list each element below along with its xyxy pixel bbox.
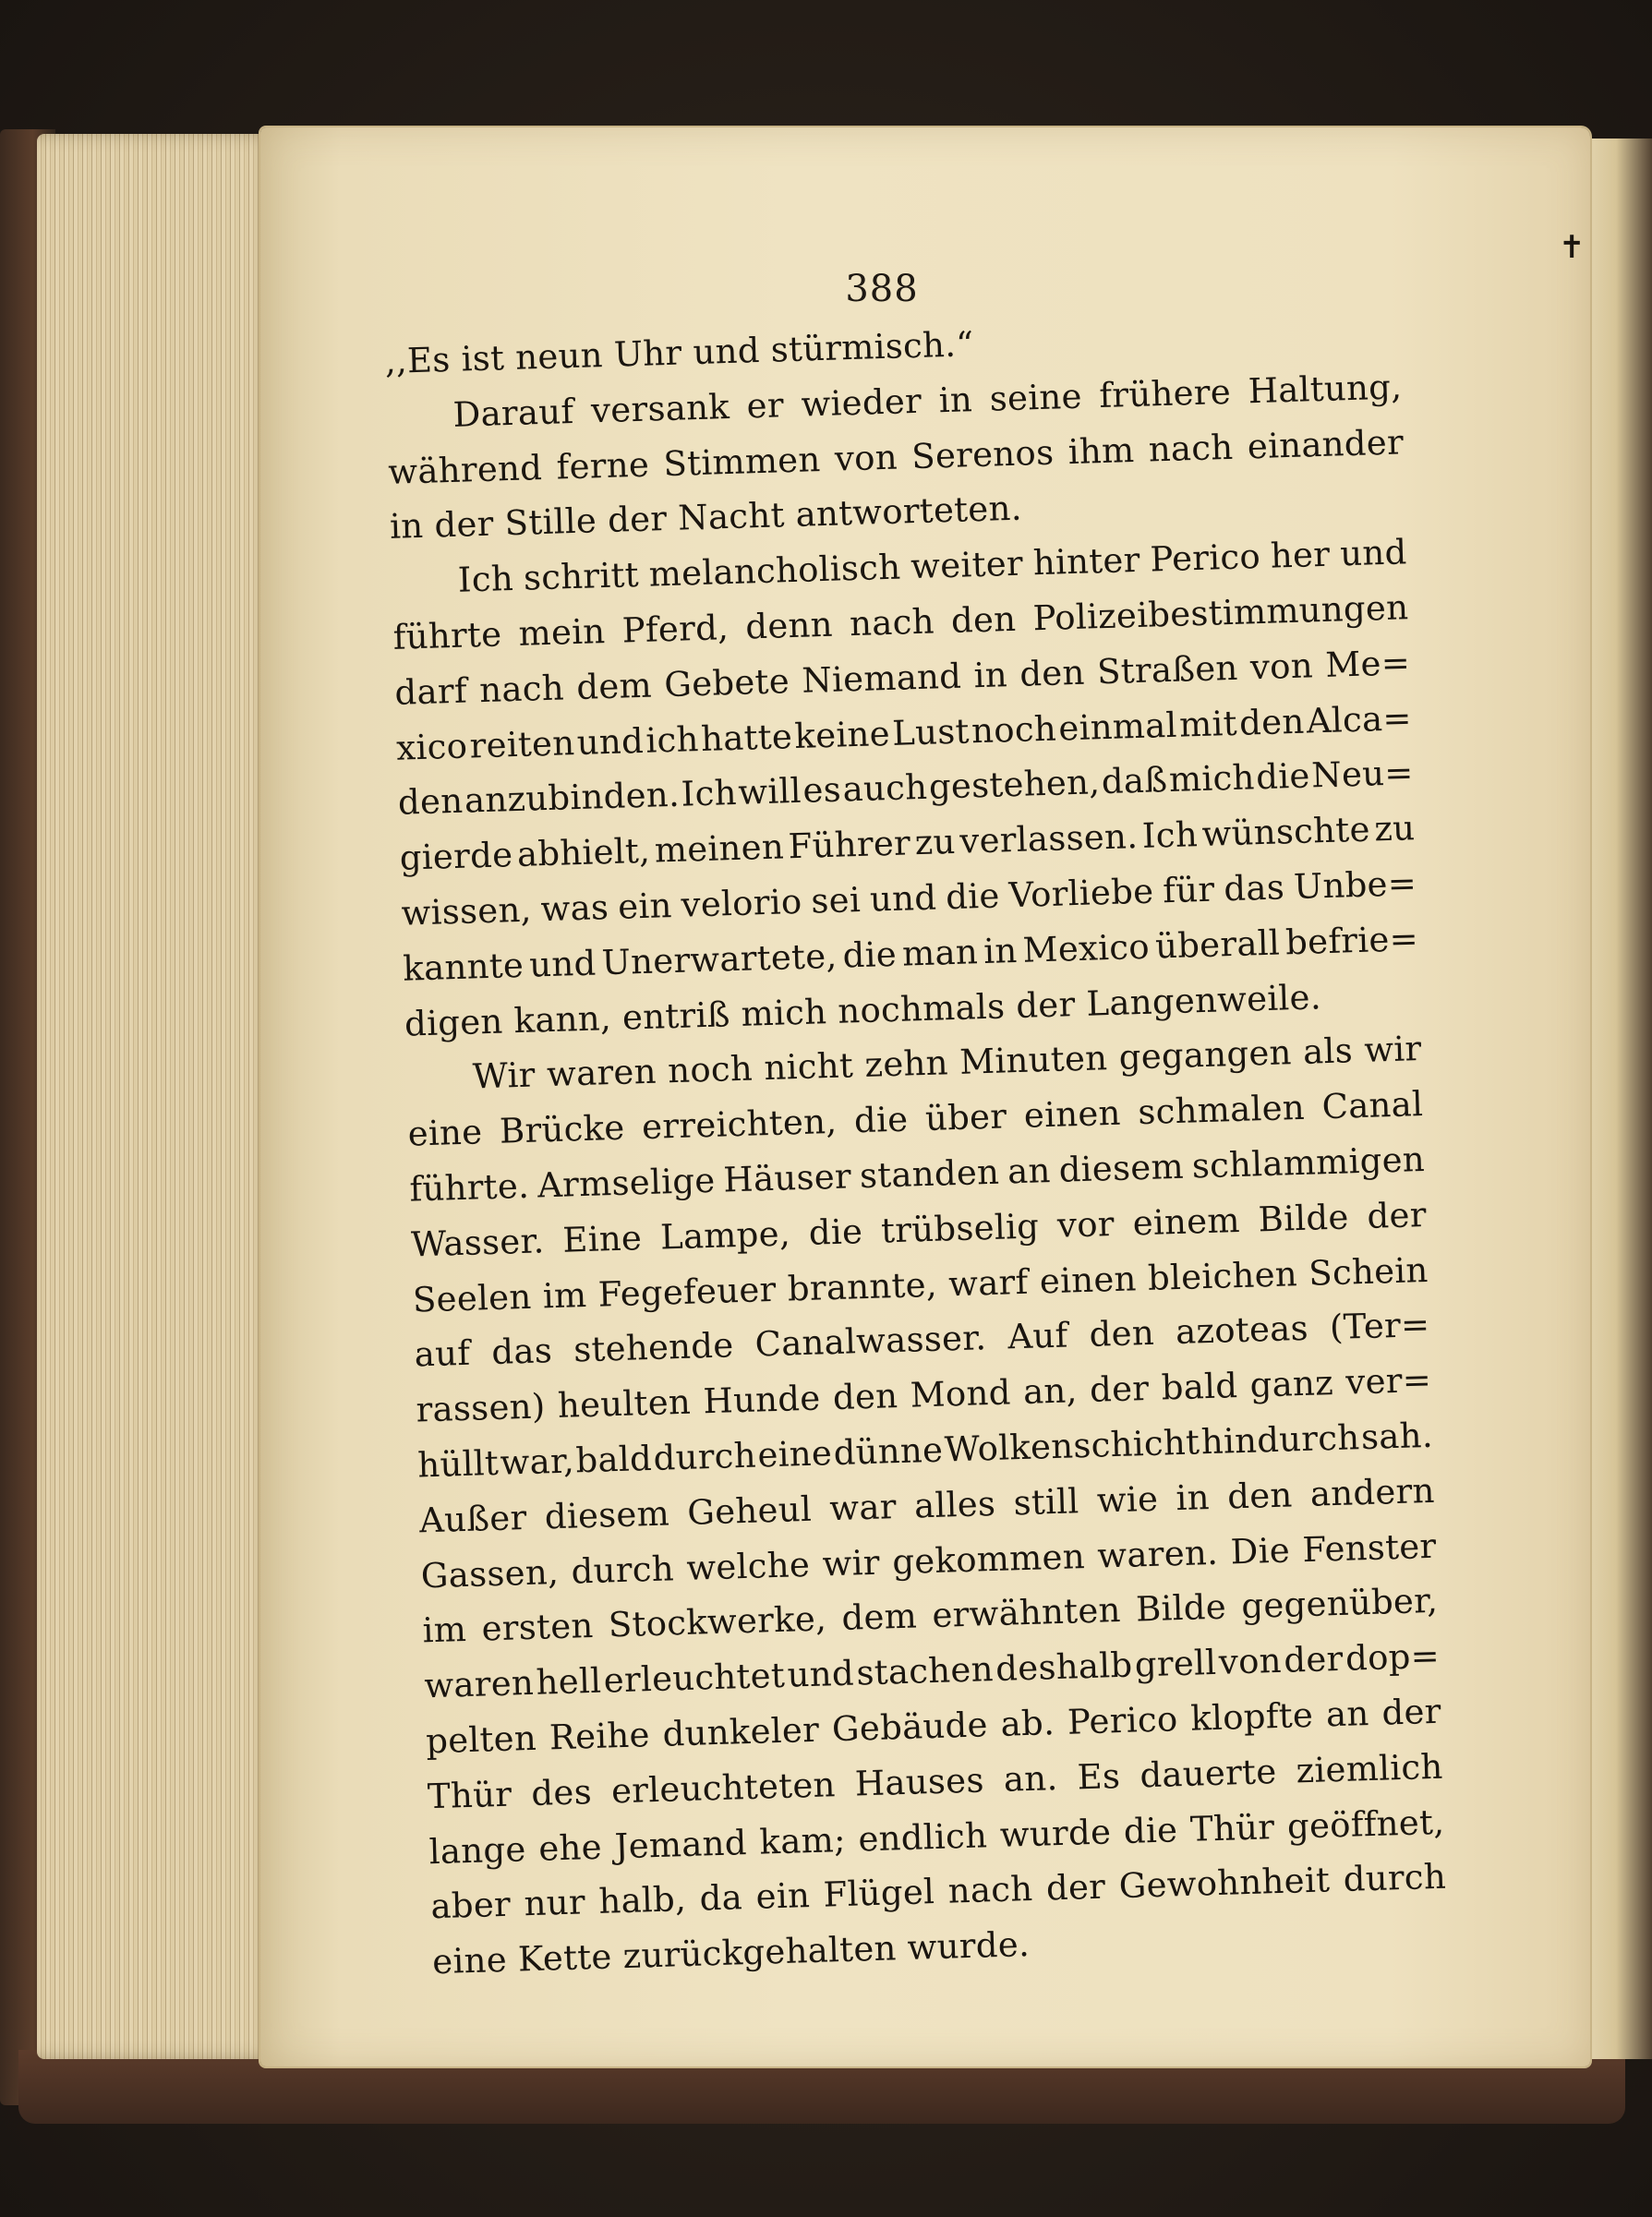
- text-word: Führer: [788, 823, 911, 867]
- text-word: aber: [429, 1885, 512, 1927]
- text-word: bald: [574, 1438, 653, 1481]
- text-word: von: [1249, 645, 1314, 688]
- text-word: Stockwerke,: [608, 1598, 827, 1645]
- text-word: Reihe: [549, 1715, 651, 1758]
- text-word: her: [1270, 534, 1331, 576]
- text-word: dunkeler: [662, 1709, 820, 1754]
- text-word: die: [853, 1099, 909, 1141]
- text-word: Mexico: [1022, 926, 1151, 970]
- text-word: wissen,: [400, 889, 533, 934]
- text-word: velorio: [681, 881, 803, 925]
- text-word: waren.: [1096, 1532, 1219, 1576]
- text-word: Canal: [1320, 1084, 1424, 1127]
- text-word: Perico: [1149, 536, 1261, 580]
- text-word: welche: [685, 1544, 811, 1588]
- text-word: erreichten,: [641, 1101, 838, 1148]
- text-word: in: [983, 930, 1019, 971]
- text-word: ich: [645, 718, 700, 761]
- text-word: ihm: [1067, 429, 1135, 472]
- text-word: Thür: [427, 1774, 512, 1817]
- text-word: brannte,: [787, 1264, 938, 1309]
- text-word: stehende: [573, 1325, 735, 1370]
- text-word: den: [832, 1376, 898, 1418]
- text-word: nach: [478, 668, 565, 710]
- text-word: einen: [1023, 1092, 1122, 1136]
- text-word: wurde: [999, 1811, 1112, 1855]
- text-word: Die: [1230, 1530, 1291, 1572]
- text-word: hüllt: [416, 1442, 500, 1486]
- page-text-block: [384, 304, 1449, 1990]
- text-word: die: [842, 934, 898, 976]
- text-word: waren: [423, 1662, 535, 1706]
- text-word: bleichen: [1147, 1253, 1298, 1298]
- text-word: Perico: [1067, 1699, 1179, 1742]
- text-word: den: [1019, 652, 1086, 694]
- text-word: war: [828, 1486, 898, 1528]
- text-word: Fenster: [1301, 1525, 1438, 1570]
- text-word: denn: [744, 604, 834, 647]
- text-word: Niemand: [801, 656, 962, 701]
- text-word: befrie=: [1284, 918, 1419, 963]
- text-word: frühere: [1098, 371, 1232, 416]
- text-word: darf: [393, 670, 468, 713]
- text-word: Seelen: [412, 1276, 533, 1320]
- text-word: eine: [756, 1433, 833, 1476]
- page-number: 388: [845, 268, 919, 310]
- text-word: es: [802, 769, 842, 812]
- text-word: noch: [971, 708, 1057, 751]
- text-word: Hauses: [854, 1760, 985, 1804]
- text-word: Bilde: [1135, 1586, 1227, 1630]
- text-word: die: [1123, 1809, 1178, 1851]
- text-word: dem: [575, 665, 653, 707]
- text-word: Lampe,: [659, 1213, 791, 1258]
- text-word: die: [945, 875, 1001, 918]
- page-edges-stack: [37, 134, 277, 2059]
- text-word: trübselig: [880, 1206, 1040, 1251]
- text-word: den: [950, 598, 1017, 641]
- text-word: ganz: [1249, 1363, 1334, 1405]
- text-word: die: [808, 1211, 863, 1253]
- text-word: man: [901, 931, 979, 974]
- text-word: lange: [428, 1828, 527, 1872]
- text-word: wieder: [800, 380, 922, 425]
- text-word: Auf: [1007, 1315, 1069, 1357]
- text-word: dünne: [833, 1429, 944, 1474]
- text-word: erleuchteten: [610, 1764, 837, 1812]
- text-word: Stimmen: [662, 439, 822, 484]
- text-word: und: [869, 877, 937, 920]
- text-word: an.: [1003, 1757, 1059, 1800]
- text-word: Bilde: [1258, 1197, 1350, 1240]
- text-word: Wir: [472, 1054, 537, 1097]
- text-word: xico: [395, 726, 468, 768]
- text-word: hatte: [700, 716, 793, 759]
- text-word: durch: [570, 1548, 675, 1592]
- text-word: Straßen: [1096, 647, 1239, 693]
- text-word: auch: [842, 767, 928, 810]
- text-word: erleuchtet: [603, 1655, 786, 1701]
- text-word: Gassen,: [420, 1551, 560, 1596]
- text-word: von: [1218, 1640, 1283, 1682]
- text-word: ziemlich: [1295, 1746, 1444, 1791]
- text-word: an: [1007, 1150, 1052, 1192]
- text-word: einem: [1132, 1199, 1241, 1244]
- text-word: weiter: [910, 543, 1024, 587]
- text-word: rassen): [415, 1386, 547, 1430]
- text-word: will: [737, 771, 802, 813]
- text-word: standen: [859, 1151, 1000, 1197]
- text-word: nach: [1148, 427, 1235, 470]
- text-word: für: [1162, 869, 1216, 911]
- text-line: digen kann, entriß mich nochmals der Langenweile.: [404, 976, 1322, 1044]
- text-word: vor: [1056, 1203, 1115, 1246]
- text-word: nach: [849, 601, 935, 645]
- text-word: der: [1366, 1194, 1428, 1236]
- text-word: seine: [989, 376, 1083, 419]
- text-word: still: [1012, 1480, 1080, 1524]
- text-word: andern: [1309, 1470, 1436, 1514]
- text-word: bald: [1161, 1366, 1238, 1408]
- text-word: dem: [840, 1596, 918, 1639]
- text-word: über: [924, 1096, 1007, 1139]
- text-word: das: [1223, 867, 1285, 910]
- text-word: hindurch: [1200, 1417, 1361, 1463]
- text-word: halb,: [597, 1879, 687, 1922]
- text-word: stachen: [855, 1649, 995, 1693]
- text-word: Geheul: [686, 1488, 813, 1533]
- text-word: Schein: [1308, 1249, 1429, 1294]
- text-word: dauerte: [1139, 1751, 1278, 1796]
- text-word: Unerwartete,: [601, 935, 838, 983]
- text-word: während: [387, 447, 543, 492]
- text-word: ver=: [1345, 1360, 1432, 1403]
- text-word: kannte: [402, 945, 525, 989]
- text-word: alles: [913, 1483, 996, 1526]
- text-word: ab.: [1000, 1703, 1055, 1744]
- text-word: der: [1089, 1368, 1150, 1410]
- text-word: in: [972, 654, 1008, 695]
- text-word: azoteas: [1175, 1308, 1309, 1353]
- binding-mark-icon: ✝: [1559, 229, 1586, 266]
- text-word: gegenüber,: [1240, 1581, 1439, 1627]
- text-word: dop=: [1345, 1635, 1441, 1679]
- text-word: versank: [590, 386, 730, 431]
- text-word: Thür: [1189, 1806, 1275, 1850]
- text-word: Neu=: [1310, 753, 1415, 796]
- text-word: schritt: [523, 555, 640, 598]
- text-word: wünschte: [1201, 809, 1371, 855]
- text-word: ehe: [537, 1826, 603, 1869]
- text-word: nicht: [763, 1045, 854, 1089]
- text-line: eine Kette zurückgehalten wurde.: [431, 1924, 1031, 1982]
- text-word: zu: [1373, 808, 1416, 849]
- text-word: kam;: [758, 1819, 847, 1862]
- text-word: in: [1175, 1476, 1211, 1518]
- text-word: Serenos: [910, 432, 1055, 476]
- text-word: waren: [546, 1051, 657, 1095]
- text-word: wie: [1096, 1478, 1159, 1521]
- text-word: Wolkenschicht: [944, 1422, 1200, 1470]
- text-word: das: [490, 1331, 553, 1373]
- text-word: hinter: [1032, 540, 1141, 584]
- text-line: in der Stille der Nacht antworteten.: [389, 488, 1023, 548]
- text-word: Gebäude: [831, 1705, 989, 1750]
- text-word: im: [542, 1274, 588, 1316]
- text-word: und: [1339, 532, 1408, 574]
- text-word: Brücke: [499, 1107, 626, 1151]
- text-word: überall: [1154, 922, 1281, 967]
- text-word: pelten: [425, 1717, 537, 1762]
- text-word: gegangen: [1118, 1032, 1293, 1078]
- text-word: zu: [914, 822, 957, 863]
- text-word: da: [699, 1877, 743, 1919]
- text-word: an: [1325, 1693, 1370, 1735]
- text-word: verlassen.: [959, 816, 1139, 861]
- text-word: Polizeibestimmungen: [1031, 587, 1409, 639]
- text-word: durch: [652, 1435, 757, 1478]
- text-word: wir: [1363, 1029, 1423, 1071]
- text-word: den: [1238, 701, 1306, 743]
- text-word: Lust: [891, 710, 971, 753]
- text-word: den: [397, 781, 464, 824]
- text-word: Me=: [1324, 642, 1411, 685]
- text-word: mit: [1178, 703, 1238, 745]
- text-word: er: [746, 384, 785, 427]
- text-word: von: [834, 437, 898, 479]
- text-word: gestehen,: [928, 762, 1101, 808]
- text-word: abhielt,: [516, 830, 651, 875]
- text-word: mein: [517, 611, 607, 654]
- text-word: führte: [392, 614, 502, 657]
- text-word: Pferd,: [621, 608, 730, 651]
- text-word: Armselige: [537, 1160, 717, 1206]
- text-word: Mond: [910, 1372, 1012, 1416]
- text-word: Minuten: [959, 1038, 1108, 1083]
- text-word: Darauf: [452, 391, 574, 435]
- text-word: nur: [524, 1882, 586, 1924]
- text-word: Gebete: [663, 660, 790, 705]
- text-word: warf: [947, 1261, 1030, 1304]
- text-word: und: [576, 720, 645, 763]
- text-word: auf: [414, 1333, 471, 1375]
- text-word: Vorliebe: [1007, 871, 1154, 916]
- text-word: ein: [755, 1875, 811, 1918]
- text-word: Ich: [681, 773, 738, 815]
- text-word: daß: [1101, 760, 1168, 802]
- text-word: anzubinden.: [464, 775, 681, 822]
- text-word: (Ter=: [1329, 1305, 1430, 1348]
- text-word: die: [1255, 755, 1311, 798]
- text-word: gierde: [399, 835, 513, 878]
- text-word: der: [1045, 1866, 1106, 1909]
- text-word: hell: [536, 1660, 602, 1703]
- text-word: Alca=: [1306, 697, 1413, 741]
- text-word: Unbe=: [1293, 863, 1417, 908]
- text-word: keine: [793, 713, 891, 756]
- text-line: ,,Es ist neun Uhr und stürmisch.“: [384, 324, 975, 381]
- text-word: Es: [1076, 1755, 1121, 1798]
- text-word: Flügel: [823, 1872, 935, 1915]
- text-word: Fegefeuer: [597, 1269, 778, 1315]
- text-word: im: [422, 1609, 467, 1651]
- text-word: Ich: [1141, 814, 1199, 857]
- text-word: den: [1226, 1475, 1294, 1517]
- text-word: grell: [1134, 1643, 1217, 1685]
- text-word: einen: [1039, 1258, 1138, 1301]
- text-word: melancholisch: [648, 547, 901, 595]
- text-word: gekommen: [891, 1536, 1086, 1582]
- text-word: ersten: [480, 1606, 595, 1649]
- text-word: heulten: [557, 1381, 692, 1427]
- text-word: war,: [500, 1440, 575, 1483]
- text-word: der: [1283, 1638, 1345, 1681]
- text-word: schlammigen: [1191, 1139, 1426, 1187]
- text-word: Hunde: [702, 1378, 822, 1422]
- text-word: des: [530, 1771, 593, 1813]
- text-word: sei: [810, 879, 862, 922]
- text-word: als: [1302, 1030, 1354, 1073]
- text-word: deshalb: [995, 1645, 1133, 1690]
- text-word: nach: [947, 1869, 1034, 1911]
- text-word: einmal: [1057, 705, 1178, 749]
- text-word: schmalen: [1137, 1087, 1306, 1133]
- text-word: diesem: [544, 1493, 670, 1537]
- text-word: einander: [1247, 421, 1405, 466]
- text-word: erwähnten: [931, 1590, 1122, 1636]
- text-word: und: [528, 943, 597, 985]
- text-word: durch: [1343, 1856, 1447, 1900]
- text-word: Canalwasser.: [754, 1318, 987, 1365]
- text-word: an,: [1022, 1370, 1079, 1413]
- text-word: den: [1089, 1313, 1155, 1356]
- text-word: diesem: [1058, 1146, 1185, 1190]
- text-word: mich: [1168, 757, 1256, 801]
- text-word: ferne: [555, 444, 650, 488]
- text-word: Gewohnheit: [1118, 1860, 1331, 1907]
- text-word: sah.: [1360, 1415, 1434, 1458]
- text-word: Eine: [561, 1217, 643, 1260]
- text-word: Häuser: [722, 1156, 852, 1200]
- text-word: der: [1381, 1691, 1442, 1733]
- text-word: Haltung,: [1248, 367, 1403, 412]
- text-word: wir: [822, 1542, 881, 1584]
- text-word: endlich: [857, 1814, 988, 1859]
- text-word: meinen: [654, 826, 785, 871]
- text-word: klopfte: [1189, 1694, 1314, 1739]
- text-word: geöffnet,: [1286, 1801, 1445, 1847]
- text-word: führte.: [408, 1165, 530, 1210]
- text-word: Jemand: [613, 1822, 748, 1866]
- text-word: noch: [667, 1048, 754, 1091]
- text-word: in: [938, 379, 973, 420]
- text-word: was: [539, 887, 609, 930]
- text-word: und: [787, 1653, 855, 1695]
- text-word: ein: [617, 886, 673, 927]
- text-word: zehn: [863, 1042, 949, 1086]
- text-word: Außer: [418, 1497, 528, 1541]
- text-word: eine: [407, 1112, 483, 1154]
- text-word: reiten: [468, 722, 575, 766]
- text-word: Ich: [457, 559, 514, 600]
- text-word: Wasser.: [410, 1221, 546, 1265]
